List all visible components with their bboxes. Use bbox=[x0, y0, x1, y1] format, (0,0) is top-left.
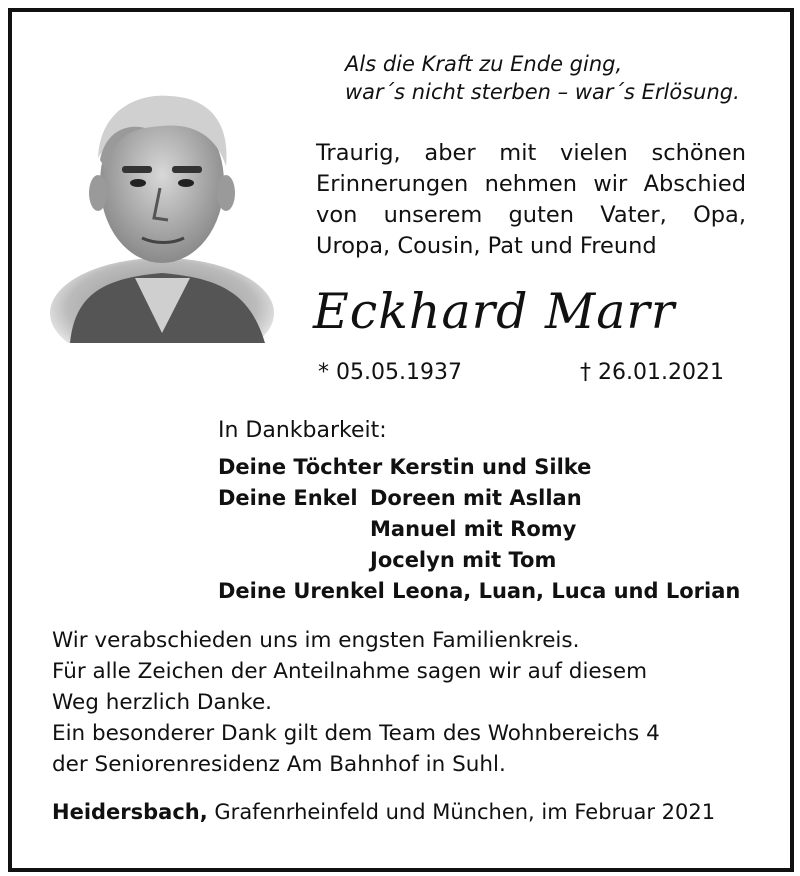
family-row-label: Deine Enkel bbox=[218, 486, 358, 510]
footer-place-date bbox=[52, 800, 715, 824]
portrait-photo bbox=[50, 88, 275, 343]
thanks-heading: In Dankbarkeit: bbox=[218, 418, 387, 443]
intro-line-1: Traurig, aber mit vielen schönen bbox=[316, 140, 746, 166]
family-row-label: Deine Töchter Kerstin und Silke bbox=[218, 455, 592, 479]
intro-line-2: Erinnerungen nehmen wir Abschied bbox=[316, 171, 746, 197]
footer-rest: Grafenrheinfeld und München, im Februar 2021 bbox=[207, 800, 716, 824]
family-row-value: Doreen mit Asllan bbox=[370, 486, 582, 510]
motto-line-1: Als die Kraft zu Ende ging, bbox=[345, 52, 623, 76]
notice-line-4: Ein besonderer Dank gilt dem Team des Wohnbereichs 4 bbox=[52, 721, 660, 746]
notice-line-3: Weg herzlich Danke. bbox=[52, 690, 273, 715]
notice-line-5: der Seniorenresidenz Am Bahnhof in Suhl. bbox=[52, 752, 506, 777]
death-date: † 26.01.2021 bbox=[580, 360, 724, 385]
intro-line-4: Uropa, Cousin, Pat und Freund bbox=[316, 233, 657, 259]
birth-date: * 05.05.1937 bbox=[318, 360, 462, 385]
motto bbox=[345, 50, 765, 106]
family-row-value: Manuel mit Romy bbox=[370, 517, 577, 541]
motto-line-2: war´s nicht sterben – war´s Erlösung. bbox=[345, 80, 740, 104]
footer-place: Heidersbach, bbox=[52, 800, 208, 824]
family-row-value: Jocelyn mit Tom bbox=[370, 548, 557, 572]
intro-text bbox=[316, 138, 746, 262]
notice-line-1: Wir verabschieden uns im engsten Familienkreis. bbox=[52, 628, 580, 653]
deceased-name: Eckhard Marr bbox=[313, 283, 676, 340]
notice-line-2: Für alle Zeichen der Anteilnahme sagen wir auf diesem bbox=[52, 659, 648, 684]
intro-line-3: von unserem guten Vater, Opa, bbox=[316, 202, 746, 228]
notice-text bbox=[52, 625, 752, 780]
family-row-label: Deine Urenkel Leona, Luan, Luca und Lorian bbox=[218, 579, 741, 603]
